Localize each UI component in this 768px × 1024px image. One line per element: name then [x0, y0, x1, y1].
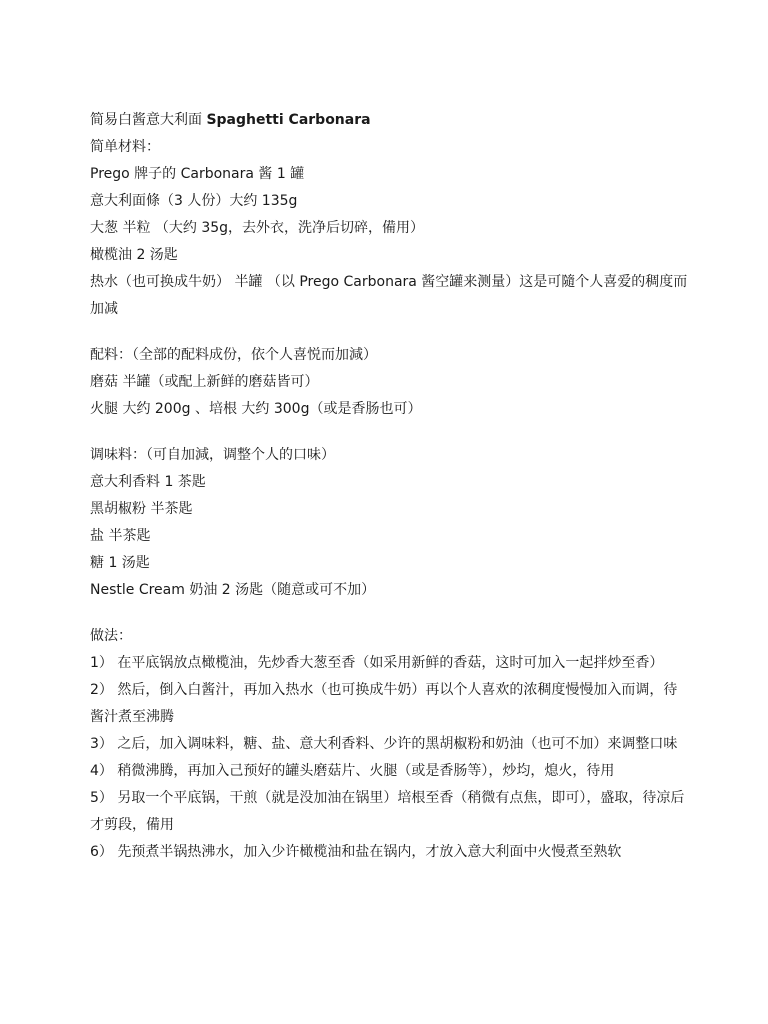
spacer — [90, 323, 690, 342]
seasoning-item: 意大利香料 1 茶匙 — [90, 474, 206, 490]
title-en: Spaghetti Carbonara — [206, 112, 371, 128]
spacer — [90, 423, 690, 442]
method-heading: 做法： — [90, 628, 132, 644]
material-item: Prego 牌子的 Carbonara 酱 1 罐 — [90, 166, 305, 182]
seasoning-heading: 调味料：（可自加減，调整个人的口味） — [90, 447, 335, 463]
material-item: 热水（也可换成牛奶） 半罐 （以 Prego Carbonara 酱空罐来测量）这是可隨个人喜爱的稠度而加减 — [90, 274, 688, 317]
method-step: 6） 先预煮半锅热沸水，加入少许橄榄油和盐在锅内，才放入意大利面中火慢煮至熟软 — [90, 844, 622, 860]
method-step: 5） 另取一个平底锅，干煎（就是没加油在锅里）培根至香（稍微有点焦，即可），盛取，待凉后才剪段，備用 — [90, 790, 685, 833]
ingredient-item: 火腿 大约 200g 、培根 大约 300g（或是香肠也可） — [90, 401, 422, 417]
method-step: 1） 在平底锅放点橄榄油，先炒香大葱至香（如采用新鲜的香菇，这时可加入一起拌炒至香） — [90, 655, 664, 671]
seasoning-item: 糖 1 汤匙 — [90, 555, 150, 571]
ingredient-item: 磨菇 半罐（或配上新鲜的磨菇皆可） — [90, 374, 319, 390]
material-item: 意大利面條（3 人份）大约 135g — [90, 193, 298, 209]
seasoning-item: Nestle Cream 奶油 2 汤匙（随意或可不加） — [90, 582, 376, 598]
seasoning-item: 黑胡椒粉 半茶匙 — [90, 501, 193, 517]
method-step: 2） 然后，倒入白酱汁，再加入热水（也可换成牛奶）再以个人喜欢的浓稠度慢慢加入而调，待酱汁煮至沸腾 — [90, 682, 678, 725]
material-item: 大葱 半粒 （大约 35g，去外衣，洗净后切碎，備用） — [90, 220, 425, 236]
seasoning-item: 盐 半茶匙 — [90, 528, 151, 544]
recipe-title — [90, 107, 690, 134]
document-page — [90, 107, 690, 866]
ingredients-heading: 配料：（全部的配料成份，依个人喜悦而加減） — [90, 347, 377, 363]
method-step: 4） 稍微沸腾，再加入己预好的罐头磨菇片、火腿（或是香肠等），炒均，熄火，待用 — [90, 763, 615, 779]
method-step: 3） 之后，加入调味料，糖、盐、意大利香料、少许的黑胡椒粉和奶油（也可不加）来调整口味 — [90, 736, 678, 752]
materials-heading: 简单材料： — [90, 139, 160, 155]
material-item: 橄榄油 2 汤匙 — [90, 247, 178, 263]
spacer — [90, 604, 690, 623]
title-zh: 简易白酱意大利面 — [90, 112, 202, 128]
